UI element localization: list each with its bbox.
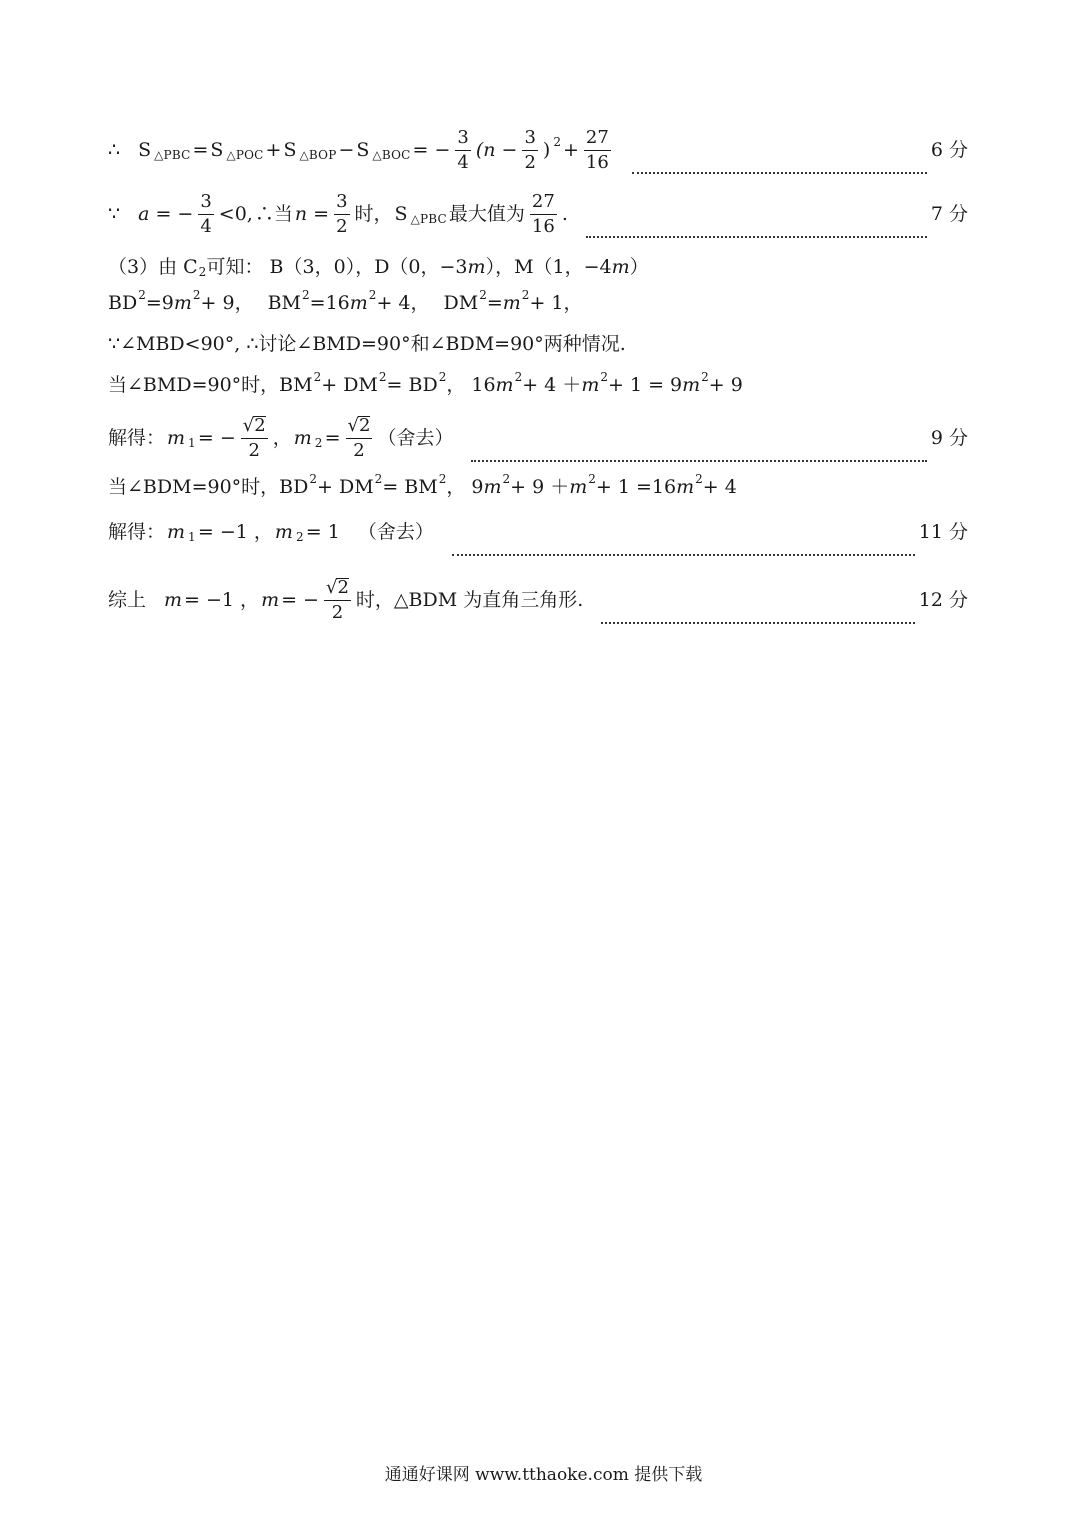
solution-line-conclusion — [108, 570, 968, 630]
page-footer: 通通好课网 www.tthaoke.com 提供下载 — [384, 1465, 703, 1485]
solution-line-case-bdm: 当∠BDM=90°时，BD 2 + DM 2 = BM 2 ， 9 m 2 + 9 ＋ m 2 + 1 =16 m 2 + 4 — [108, 471, 737, 498]
score-label: 12 分 — [918, 588, 968, 611]
dotted-leader — [601, 598, 915, 624]
score-label: 11 分 — [918, 520, 968, 543]
solution-line-area-expression — [108, 120, 968, 180]
fraction: $\frac{3}{4}$ — [457, 126, 469, 173]
therefore-symbol: ∴ — [108, 138, 121, 161]
fraction: $\frac{27}{16}$ — [531, 190, 555, 237]
fraction: $\frac{3}{2}$ — [524, 126, 536, 173]
fraction: √ 2 2 — [325, 576, 349, 623]
math-expression: 解得： m 1 = − √ 2 2 ， m 2 = √ 2 2 （舍去） — [108, 414, 454, 461]
dotted-leader — [452, 530, 915, 556]
fraction: $\frac{27}{16}$ — [585, 126, 609, 173]
solution-line-solve-2 — [108, 502, 968, 562]
square-root: √ 2 — [242, 414, 266, 436]
solution-line-case-bmd: 当∠BMD=90°时，BM 2 + DM 2 = BD 2 ， 16 m 2 + 4 ＋ m 2 + 1 = 9 m 2 + 9 — [108, 369, 743, 396]
math-expression: 解得： m 1 = −1 ， m 2 = 1 （舍去） — [108, 520, 434, 544]
math-expression: ∵ a = − $\frac{3}{4}$ <0, ∴当 n = $\frac{3}{2}$ 时， S △PBC 最大值为 $\frac{27}{16}$ . — [108, 190, 568, 237]
fraction: √ 2 2 — [242, 414, 266, 461]
fraction: $\frac{3}{2}$ — [336, 190, 348, 237]
math-expression: ∴ S △PBC = S △POC + S △BOP − S △BOC = − $\frac{3}{4}$ (n − $\frac{3}{2}$ ) 2 + $\frac{27}{16}$ — [108, 126, 609, 173]
score-label: 9 分 — [930, 426, 968, 449]
solution-line-distances: BD 2 =9 m 2 + 9， BM 2 =16 m 2 + 4， DM 2 = m 2 + 1， — [108, 287, 583, 314]
score-label: 7 分 — [930, 202, 968, 225]
solution-line-points: （3）由 C 2 可知： B（3，0），D（0，−3 m ），M（1，−4 m ） — [108, 255, 649, 279]
dotted-leader — [632, 148, 927, 174]
solution-line-discussion: ∵∠MBD<90°, ∴讨论∠BMD=90°和∠BDM=90°两种情况. — [108, 332, 626, 355]
dotted-leader — [586, 212, 927, 238]
fraction: √ 2 2 — [347, 414, 371, 461]
because-symbol: ∵ — [108, 202, 121, 225]
square-root: √ 2 — [325, 576, 349, 598]
math-expression: 综上 m = −1 ， m = − √ 2 2 时，△BDM 为直角三角形. — [108, 576, 584, 623]
solution-line-max-value — [108, 184, 968, 244]
fraction: $\frac{3}{4}$ — [200, 190, 212, 237]
score-label: 6 分 — [930, 138, 968, 161]
square-root: √ 2 — [347, 414, 371, 436]
